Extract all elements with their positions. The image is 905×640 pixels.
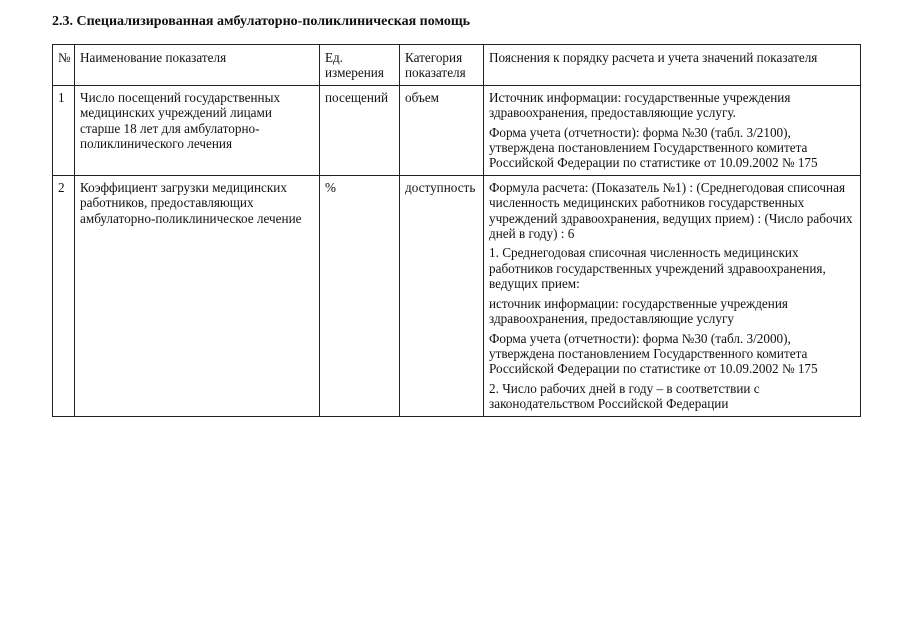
row-num: 2	[53, 175, 75, 416]
header-category: Категория показателя	[400, 45, 484, 86]
row-num: 1	[53, 85, 75, 175]
explanation-paragraph: источник информации: государственные учреждения здравоохранения, предоставляющие услугу	[489, 295, 788, 327]
explanation-paragraph: Формула расчета: (Показатель №1) : (Среднегодовая списочная численность медицинских работников государственных учреждений здравоохранения, ведущих прием) : (Число рабочих дней в году) : 6	[489, 179, 853, 242]
row-name: Коэффициент загрузки медицинских работников, предоставляющих амбулаторно-поликлиническое лечение	[75, 175, 320, 416]
header-explanation: Пояснения к порядку расчета и учета значений показателя	[484, 45, 861, 86]
row-explanation	[484, 175, 861, 416]
table-header-row	[53, 45, 861, 86]
header-unit: Ед. измерения	[320, 45, 400, 86]
explanation-paragraph: Источник информации: государственные учреждения здравоохранения, предоставляющие услугу.	[489, 89, 791, 121]
row-category: доступность	[400, 175, 484, 416]
row-unit: посещений	[320, 85, 400, 175]
explanation-paragraph: 2. Число рабочих дней в году – в соответствии с законодательством Российской Федерации	[489, 380, 760, 412]
explanation-paragraph: Форма учета (отчетности): форма №30 (табл. 3/2100), утверждена постановлением Государственного комитета Российской Федерации по статистике от 10.09.2002 № 175	[489, 124, 818, 171]
indicators-table	[52, 44, 861, 417]
table-row	[53, 175, 861, 416]
header-num: №	[53, 45, 75, 86]
explanation-paragraph: 1. Среднегодовая списочная численность медицинских работников государственных учреждений здравоохранения, ведущих прием:	[489, 245, 826, 292]
row-unit: %	[320, 175, 400, 416]
table-row	[53, 85, 861, 175]
header-name: Наименование показателя	[75, 45, 320, 86]
row-name: Число посещений государственных медицинских учреждений лицами старше 18 лет для амбулаторно-поликлинического лечения	[75, 85, 320, 175]
explanation-paragraph: Форма учета (отчетности): форма №30 (табл. 3/2000), утверждена постановлением Государственного комитета Российской Федерации по статистике от 10.09.2002 № 175	[489, 330, 818, 377]
section-title: 2.3. Специализированная амбулаторно-поликлиническая помощь	[52, 14, 471, 29]
row-category: объем	[400, 85, 484, 175]
row-explanation	[484, 85, 861, 175]
